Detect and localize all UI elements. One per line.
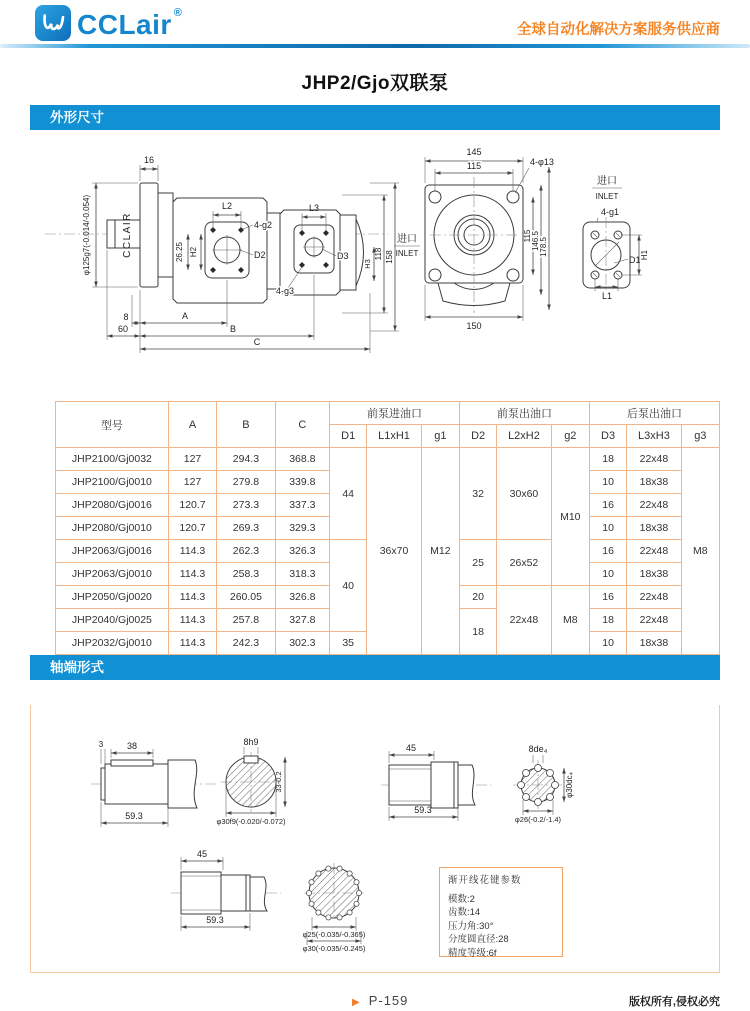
section-dimensions-label: 外形尺寸 (50, 110, 104, 125)
dim-26-25: 26.25 (175, 241, 184, 263)
table-subheader: g2 (551, 425, 589, 448)
table-cell: 279.8 (217, 471, 275, 494)
table-cell: 260.05 (217, 586, 275, 609)
dim-l1: L1 (601, 291, 613, 301)
page-footer (30, 993, 720, 1011)
table-cell: 16 (589, 494, 626, 517)
dim-146-5: 146.5 (531, 230, 540, 252)
table-cell: 127 (168, 448, 216, 471)
table-cell: 114.3 (168, 632, 216, 655)
table-cell: 18x38 (627, 563, 681, 586)
table-cell: JHP2032/Gj0010 (56, 632, 169, 655)
table-cell: JHP2100/Gj0032 (56, 448, 169, 471)
table-cell: 35 (330, 632, 367, 655)
dim-45-a: 45 (405, 743, 417, 753)
spline-param-module: 模数:2 (448, 893, 475, 905)
dim-115-top: 115 (466, 161, 482, 171)
table-cell: 18x38 (627, 632, 681, 655)
table-cell: JHP2080/Gj0016 (56, 494, 169, 517)
shaft-spline8-side-view (381, 743, 491, 821)
table-subheader: L1xH1 (367, 425, 421, 448)
dim-shaft-diameter: φ125g7(-0.014/-0.054) (82, 194, 91, 276)
label-4-g3: 4-g3 (276, 286, 295, 296)
table-cell: 326.8 (275, 586, 329, 609)
table-cell: 22x48 (497, 586, 551, 655)
dim-59-3-a: 59.3 (125, 811, 143, 821)
brand-logo (35, 5, 182, 45)
dim-118: 118 (374, 247, 383, 261)
table-header: 前泵进油口 (330, 402, 460, 425)
label-4-g2: 4-g2 (254, 220, 273, 230)
shaft-forms-svg (31, 705, 721, 972)
dim-38: 38 (126, 741, 138, 751)
dim-33: 33-0.2 (274, 771, 283, 793)
table-cell: 273.3 (217, 494, 275, 517)
side-inlet-cn: 进口 (397, 234, 417, 245)
flange-inlet-en: INLET (595, 192, 619, 201)
dim-16: 16 (143, 155, 155, 165)
table-cell: 327.8 (275, 609, 329, 632)
table-cell: 120.7 (168, 494, 216, 517)
table-header: 后泵出油口 (589, 402, 719, 425)
swirl-w-icon (38, 8, 68, 38)
shaft-spline14-section-view (303, 863, 366, 953)
table-cell: 120.7 (168, 517, 216, 540)
spline-param-teeth: 齿数:14 (448, 907, 481, 918)
drawing-brand-mark: CCLAIR (122, 212, 133, 258)
dim-phi30f9: φ30f9(-0.020/-0.072) (216, 817, 286, 826)
label-d2: D2 (254, 250, 266, 260)
page-number: P-159 (368, 993, 409, 1008)
table-cell: 339.8 (275, 471, 329, 494)
page-number-group (352, 993, 408, 1008)
table-cell: 326.3 (275, 540, 329, 563)
table-cell: M10 (551, 448, 589, 586)
section-shaft-bar (30, 655, 720, 680)
table-cell: 16 (589, 540, 626, 563)
dim-key-8h9: 8h9 (243, 737, 259, 747)
spline-params-title: 渐开线花键参数 (448, 875, 522, 886)
table-subheader: L3xH3 (627, 425, 681, 448)
table-subheader: g3 (681, 425, 719, 448)
table-cell: JHP2040/Gj0025 (56, 609, 169, 632)
dim-phi25: φ25(-0.035/-0.365) (302, 930, 366, 939)
dim-l2: L2 (221, 201, 233, 211)
dimension-table (55, 401, 720, 655)
table-cell: 262.3 (217, 540, 275, 563)
dim-178-5: 178.5 (539, 236, 548, 258)
dim-phi30dc4: φ30dc₄ (565, 772, 574, 798)
dim-158: 158 (385, 250, 394, 264)
table-cell: M8 (681, 448, 719, 655)
table-cell: 22x48 (627, 494, 681, 517)
label-4-phi13: 4-φ13 (530, 157, 554, 167)
table-cell: 30x60 (497, 448, 551, 540)
dim-8: 8 (123, 312, 129, 322)
table-cell: 40 (330, 540, 367, 632)
table-cell: 44 (330, 448, 367, 540)
table-cell: 329.3 (275, 517, 329, 540)
pump-side-view (45, 155, 420, 353)
table-cell: 32 (460, 448, 497, 540)
dim-c: C (253, 337, 261, 347)
dim-h3: H3 (363, 259, 372, 269)
brand-logo-icon (35, 5, 71, 41)
brand-logo-text: CCLair (77, 9, 172, 40)
page-header (0, 0, 750, 44)
table-header: 型号 (56, 402, 169, 448)
table-cell: 302.3 (275, 632, 329, 655)
table-header: A (168, 402, 216, 448)
inlet-flange-view (583, 174, 649, 301)
label-d1: D1 (629, 255, 641, 265)
section-shaft-label: 轴端形式 (50, 660, 104, 675)
table-cell: 22x48 (627, 609, 681, 632)
section-dimensions-bar (30, 105, 720, 130)
table-cell: 257.8 (217, 609, 275, 632)
table-header: 前泵出油口 (460, 402, 590, 425)
table-cell: 18 (589, 448, 626, 471)
shaft-spline8-section-view (513, 744, 574, 824)
table-cell: 10 (589, 471, 626, 494)
dim-b: B (229, 324, 237, 334)
spline-param-pressure-angle: 压力角:30° (448, 920, 494, 932)
shaft-key-side-view (91, 740, 216, 827)
dim-59-3-b: 59.3 (414, 805, 432, 815)
pump-front-view (425, 147, 554, 331)
dim-115-right: 115 (523, 229, 532, 243)
table-cell: 22x48 (627, 448, 681, 471)
table-cell: 10 (589, 563, 626, 586)
table-cell: 294.3 (217, 448, 275, 471)
copyright-text: 版权所有,侵权必究 (628, 996, 720, 1008)
table-cell: 318.3 (275, 563, 329, 586)
table-cell: JHP2100/Gj0010 (56, 471, 169, 494)
table-cell: 368.8 (275, 448, 329, 471)
dim-60: 60 (117, 324, 129, 334)
dim-h1: H1 (640, 249, 649, 261)
dim-phi30: φ30(-0.035/-0.245) (302, 944, 366, 953)
dim-45-b: 45 (196, 849, 208, 859)
label-4-g1: 4-g1 (600, 207, 620, 217)
spline-params-box (439, 867, 563, 957)
table-cell: 26x52 (497, 540, 551, 586)
table-cell: 258.3 (217, 563, 275, 586)
table-cell: 22x48 (627, 586, 681, 609)
outline-drawing-svg (30, 135, 720, 393)
flange-inlet-cn: 进口 (597, 176, 617, 187)
table-cell: 114.3 (168, 540, 216, 563)
dim-phi26: φ26(-0.2/-1.4) (514, 815, 562, 824)
dim-150: 150 (466, 321, 482, 331)
dim-h2: H2 (189, 246, 198, 258)
outline-drawing-area (30, 135, 720, 393)
table-cell: 18 (460, 609, 497, 655)
side-inlet-en: INLET (395, 249, 419, 258)
table-cell: 242.3 (217, 632, 275, 655)
table-cell: 114.3 (168, 563, 216, 586)
table-cell: 22x48 (627, 540, 681, 563)
table-cell: 114.3 (168, 586, 216, 609)
table-row (56, 448, 720, 471)
table-cell: 114.3 (168, 609, 216, 632)
dim-59-3-c: 59.3 (206, 915, 224, 925)
brand-slogan: 全球自动化解决方案服务供应商 (517, 22, 720, 38)
page-title: JHP2/Gjo双联泵 (301, 73, 449, 94)
table-cell: JHP2063/Gj0016 (56, 540, 169, 563)
table-cell: 36x70 (367, 448, 421, 655)
dim-3: 3 (98, 740, 104, 749)
dim-145: 145 (466, 147, 482, 157)
table-cell: 10 (589, 632, 626, 655)
table-cell: 18 (589, 609, 626, 632)
spline-param-pitch-diameter: 分度圆直径:28 (448, 934, 509, 945)
table-cell: 25 (460, 540, 497, 586)
table-cell: M12 (421, 448, 459, 655)
dim-a: A (181, 311, 189, 321)
dim-l3: L3 (308, 203, 320, 213)
shaft-forms-box (30, 705, 720, 973)
table-cell: M8 (551, 586, 589, 655)
table-header: B (217, 402, 275, 448)
table-header: C (275, 402, 329, 448)
table-cell: 18x38 (627, 517, 681, 540)
table-cell: 18x38 (627, 471, 681, 494)
table-cell: JHP2050/Gj0020 (56, 586, 169, 609)
shaft-spline14-side-view (171, 849, 281, 931)
table-cell: 10 (589, 517, 626, 540)
table-cell: JHP2063/Gj0010 (56, 563, 169, 586)
spline-param-accuracy: 精度等级:6f (448, 947, 497, 959)
label-d3: D3 (337, 251, 349, 261)
table-subheader: L2xH2 (497, 425, 551, 448)
table-cell: 337.3 (275, 494, 329, 517)
triangle-marker-icon: ▶ (352, 997, 361, 1008)
table-cell: 20 (460, 586, 497, 609)
dim-spline-8de4: 8de₄ (528, 744, 548, 754)
table-subheader: D3 (589, 425, 626, 448)
table-subheader: D1 (330, 425, 367, 448)
table-subheader: g1 (421, 425, 459, 448)
table-cell: JHP2080/Gj0010 (56, 517, 169, 540)
table-cell: 16 (589, 586, 626, 609)
shaft-key-section-view (216, 737, 286, 826)
table-subheader: D2 (460, 425, 497, 448)
table-cell: 127 (168, 471, 216, 494)
registered-mark: ® (173, 7, 182, 19)
table-cell: 269.3 (217, 517, 275, 540)
